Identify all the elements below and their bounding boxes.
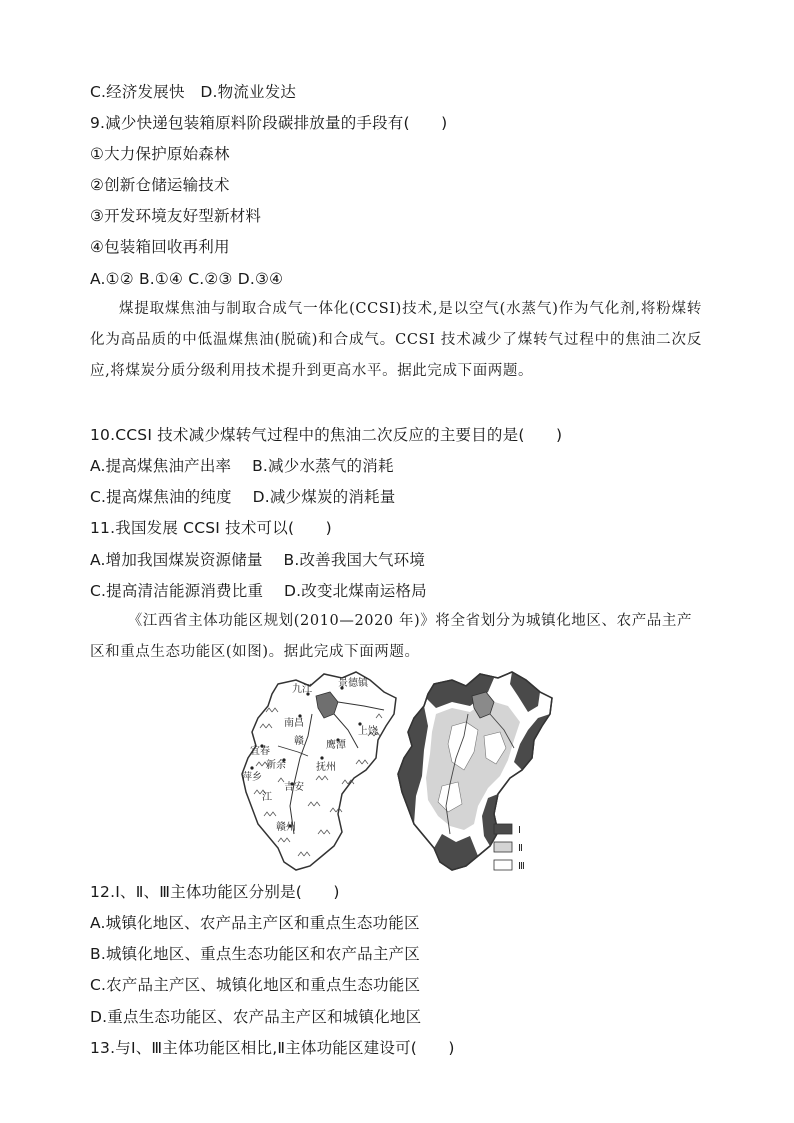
q12-stem: 12.Ⅰ、Ⅱ、Ⅲ主体功能区分别是( ) xyxy=(90,883,340,901)
label-fuzhou: 抚州 xyxy=(316,762,336,773)
label-yingtan: 鹰潭 xyxy=(326,740,346,751)
legend-swatch-zone3 xyxy=(494,860,512,870)
label-yichun: 宜春 xyxy=(250,746,270,757)
legend-label-zone1: Ⅰ xyxy=(518,825,521,836)
q9-option-2: ②创新仓储运输技术 xyxy=(90,176,230,194)
label-jiujiang: 九江 xyxy=(292,684,312,695)
label-jingdezhen: 景德镇 xyxy=(338,678,368,689)
q12-option-c: C.农产品主产区、城镇化地区和重点生态功能区 xyxy=(90,976,421,994)
label-jian: 吉安 xyxy=(284,782,304,793)
ccsi-passage: 煤提取煤焦油与制取合成气一体化(CCSI)技术,是以空气(水蒸气)作为气化剂,将粉煤转化为高品质的中低温煤焦油(脱硫)和合成气。CCSI 技术减少了煤转气过程中的焦油二次反应,将煤炭分质分级利用技术提升到更高水平。据此完成下面两题。 xyxy=(90,301,702,379)
jiangxi-maps-figure xyxy=(238,666,558,886)
q13-stem: 13.与Ⅰ、Ⅲ主体功能区相比,Ⅱ主体功能区建设可( ) xyxy=(90,1039,455,1057)
label-shangrao: 上饶 xyxy=(358,726,378,737)
legend-swatch-zone2 xyxy=(494,842,512,852)
label-jiang: 江 xyxy=(262,792,272,803)
label-xinyu: 新余 xyxy=(266,760,286,771)
label-pingxiang: 萍乡 xyxy=(242,772,262,783)
map-legend xyxy=(494,824,525,872)
q10-stem: 10.CCSI 技术减少煤转气过程中的焦油二次反应的主要目的是( ) xyxy=(90,426,563,444)
q9-stem: 9.减少快递包装箱原料阶段碳排放量的手段有( ) xyxy=(90,114,448,132)
legend-label-zone3: Ⅲ xyxy=(518,861,525,872)
legend-label-zone2: Ⅱ xyxy=(518,843,523,854)
q9-option-1: ①大力保护原始森林 xyxy=(90,145,230,163)
q11-stem: 11.我国发展 CCSI 技术可以( ) xyxy=(90,519,332,537)
jiangxi-maps-svg xyxy=(238,666,558,886)
q8-options-cd: C.经济发展快 D.物流业发达 xyxy=(90,83,297,101)
label-gan: 赣 xyxy=(294,736,304,747)
label-nanchang: 南昌 xyxy=(284,718,304,729)
jiangxi-passage: 《江西省主体功能区规划(2010—2020 年)》将全省划分为城镇化地区、农产品主产区和重点生态功能区(如图)。据此完成下面两题。 xyxy=(90,613,693,660)
q9-option-4: ④包装箱回收再利用 xyxy=(90,238,230,256)
legend-swatch-zone1 xyxy=(494,824,512,834)
q12-option-a: A.城镇化地区、农产品主产区和重点生态功能区 xyxy=(90,914,420,932)
q11-options-ab: A.增加我国煤炭资源储量 B.改善我国大气环境 xyxy=(90,551,426,569)
q9-option-3: ③开发环境友好型新材料 xyxy=(90,207,262,225)
q10-options-cd: C.提高煤焦油的纯度 D.减少煤炭的消耗量 xyxy=(90,488,396,506)
q9-choices: A.①② B.①④ C.②③ D.③④ xyxy=(90,270,284,288)
q12-option-d: D.重点生态功能区、农产品主产区和城镇化地区 xyxy=(90,1008,422,1026)
q11-options-cd: C.提高清洁能源消费比重 D.改变北煤南运格局 xyxy=(90,582,427,600)
label-ganzhou: 赣州 xyxy=(276,822,296,833)
q10-options-ab: A.提高煤焦油产出率 B.减少水蒸气的消耗 xyxy=(90,457,394,475)
q12-option-b: B.城镇化地区、重点生态功能区和农产品主产区 xyxy=(90,945,420,963)
